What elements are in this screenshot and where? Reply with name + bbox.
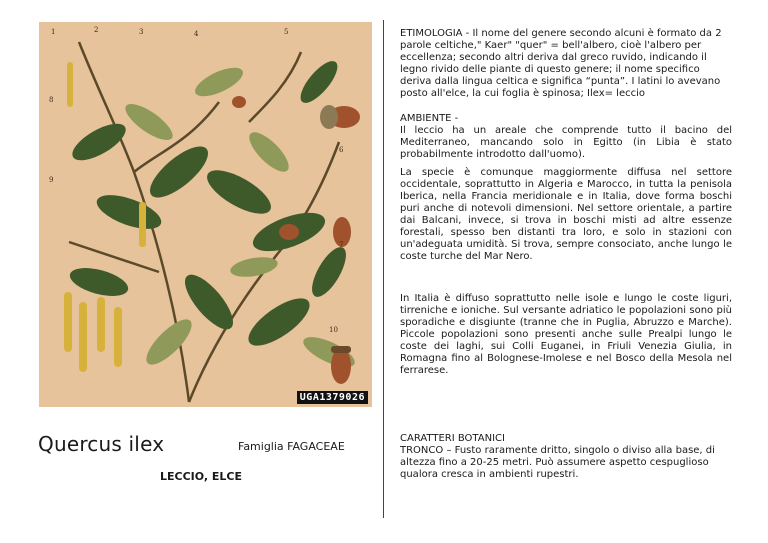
figure-number: 3 xyxy=(139,28,144,36)
figure-number: 4 xyxy=(194,30,199,38)
botanical-paragraph: TRONCO – Fusto raramente dritto, singolo o diviso alla base, di altezza fino a 20-25 metri. Può assumere aspetto cespuglioso qualora cresca in ambienti rupestri. xyxy=(400,445,715,480)
diffusion-paragraph: La specie è comunque maggiormente diffusa nel settore occidentale, soprattutto in Algeria e Marocco, in tutta la penisola Iberica, nella Francia meridionale e in Italia, dove forma boschi puri anche di notevoli dimensioni. Nel settore orientale, a partire dai Balcani, invece, si trova in boschi misti ad altre essenze forestali, spesso ben distanti tra loro, e solo in stazioni con un'adeguata umidità. Si trova, sempre consociato, anche lungo le coste turche del Mar Nero. xyxy=(400,167,732,262)
species-name: Quercus ilex xyxy=(38,432,165,456)
figure-number: 5 xyxy=(284,28,289,36)
column-divider xyxy=(383,20,384,518)
image-id-label: UGA1379026 xyxy=(297,391,368,404)
figure-number: 9 xyxy=(49,176,54,184)
italy-paragraph: In Italia è diffuso soprattutto nelle isole e lungo le coste liguri, tirreniche e ioniche. Sul versante adriatico le popolazioni sono più sporadiche e disgiunte (tranne che in Puglia, Abruzzo e Marche). Piccole popolazioni sono presenti anche sulle Prealpi lungo le coste dei laghi, sui Colli Euganei, in Friuli Venezia Giulia, in Romagna fino al Bolognese-Imolese e nel Bosco della Mesola nel ferrarese. xyxy=(400,293,732,376)
botanical-plate xyxy=(39,22,372,407)
botanical-heading: CARATTERI BOTANICI xyxy=(400,433,505,444)
etymology-paragraph: ETIMOLOGIA - Il nome del genere secondo alcuni è formato da 2 parole celtiche," Kaer" "quer" = bell'albero, cioè l'albero per eccellenza; secondo altri deriva dal greco ruvido, indicando il legno rivido delle piante di questo genere; il nome specifico deriva dalla lingua celtica e significa “punta”. I latini lo avevano posto all'elce, la cui foglia è spinosa; Ilex= leccio xyxy=(400,28,722,99)
figure-number: 6 xyxy=(339,146,344,154)
ambiente-paragraph: Il leccio ha un areale che comprende tutto il bacino del Mediterraneo, mancando solo in Egitto (in Libia è stato probabilmente introdotto dall'uomo). xyxy=(400,125,732,160)
common-name: LECCIO, ELCE xyxy=(160,470,242,483)
figure-number: 10 xyxy=(329,326,338,334)
figure-number: 1 xyxy=(51,28,56,36)
family-name: Famiglia FAGACEAE xyxy=(238,440,345,453)
figure-number: 8 xyxy=(49,96,54,104)
oak-illustration xyxy=(39,22,372,407)
figure-number: 7 xyxy=(339,241,344,249)
ambiente-heading: AMBIENTE - xyxy=(400,113,459,124)
figure-number: 2 xyxy=(94,26,99,34)
